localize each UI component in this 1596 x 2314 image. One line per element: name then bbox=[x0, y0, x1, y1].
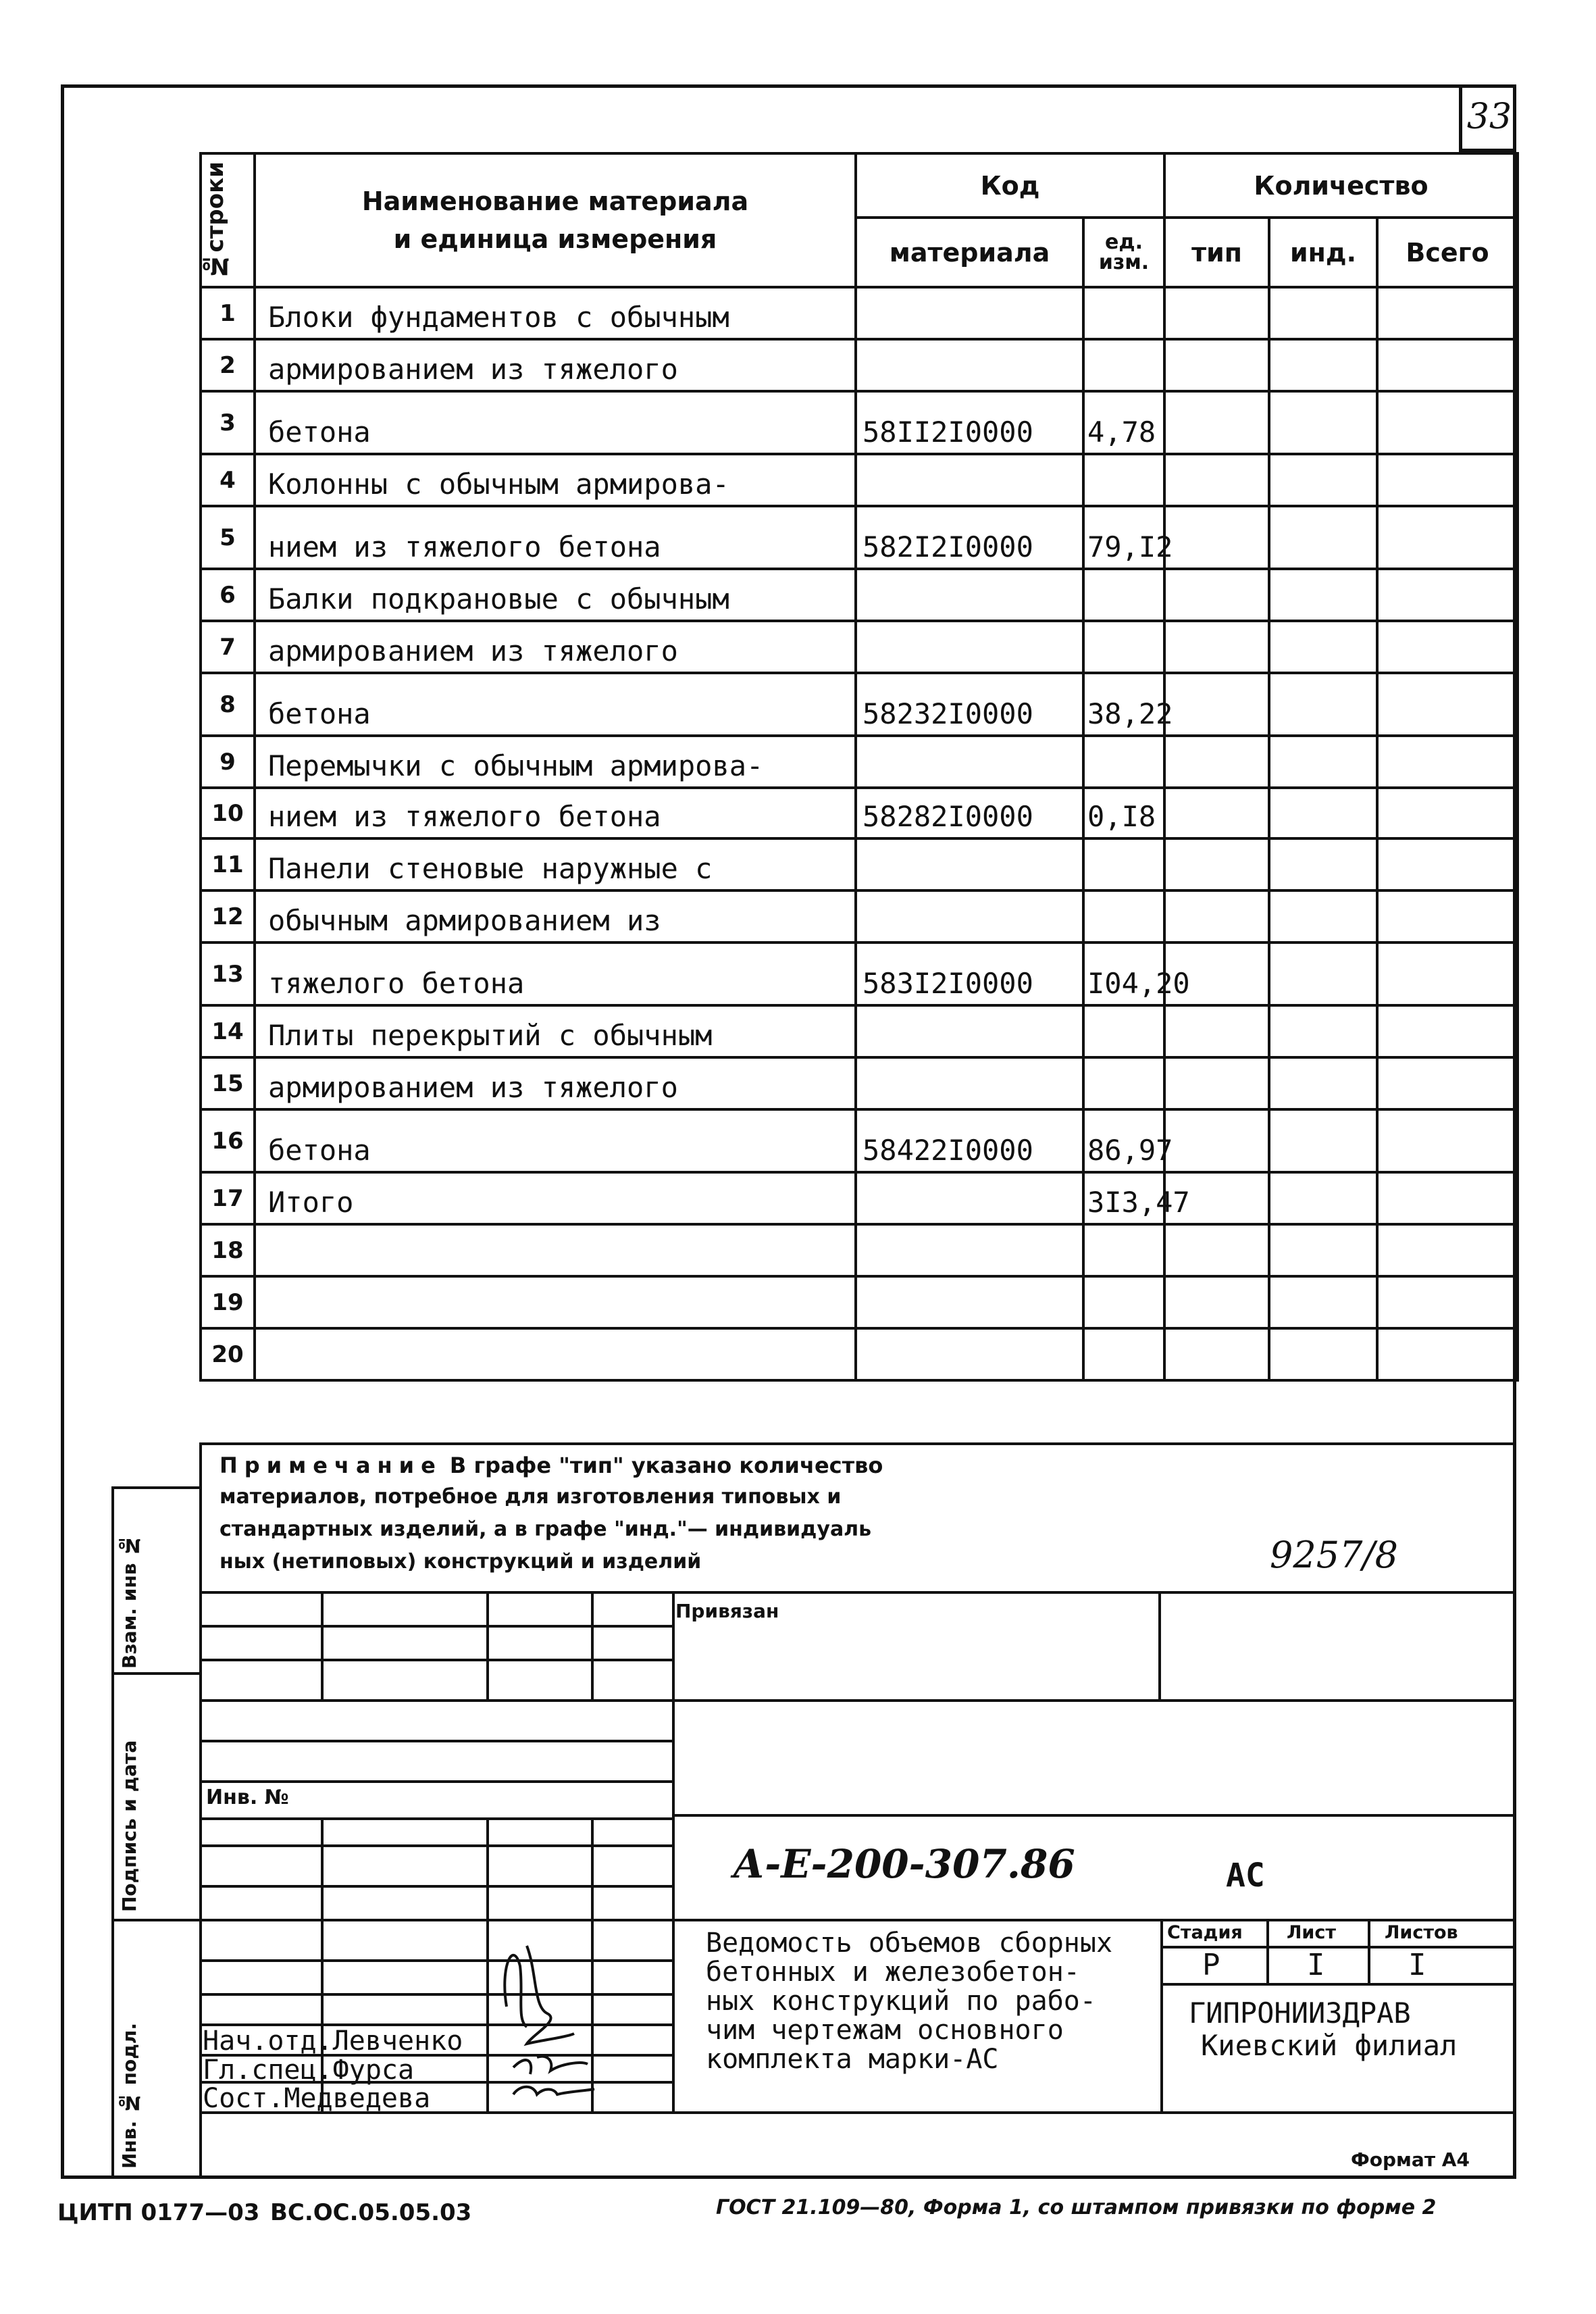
row-number: 4 bbox=[201, 454, 255, 506]
qty-type-cell bbox=[1164, 1276, 1269, 1328]
qty-ind-cell bbox=[1269, 736, 1377, 788]
row-number: 12 bbox=[201, 890, 255, 942]
material-name: армированием из тяжелого bbox=[255, 339, 856, 391]
note-line-3: стандартных изделий, а в графе "инд."— индивидуаль bbox=[220, 1517, 872, 1541]
qty-type-cell bbox=[1164, 506, 1269, 569]
qty-total-cell bbox=[1377, 942, 1518, 1005]
header-code-unit: ед. изм. bbox=[1083, 218, 1164, 287]
material-code bbox=[856, 454, 1083, 506]
material-code: 58282I0000 bbox=[856, 788, 1083, 838]
row-number: 5 bbox=[201, 506, 255, 569]
row-number: 9 bbox=[201, 736, 255, 788]
qty-total-cell bbox=[1377, 454, 1518, 506]
qty-total-cell bbox=[1377, 1224, 1518, 1276]
qty-total-cell bbox=[1377, 391, 1518, 454]
material-name bbox=[255, 1276, 856, 1328]
row-number: 16 bbox=[201, 1109, 255, 1172]
note-line-4: ных (нетиповых) конструкций и изделий bbox=[220, 1550, 702, 1574]
material-name: обычным армированием из bbox=[255, 890, 856, 942]
material-code: 58232I0000 bbox=[856, 673, 1083, 736]
qty-total-cell bbox=[1377, 287, 1518, 339]
material-name: тяжелого бетона bbox=[255, 942, 856, 1005]
qty-type-cell bbox=[1164, 1057, 1269, 1109]
qty-type-cell bbox=[1164, 621, 1269, 673]
material-quantity bbox=[1083, 621, 1164, 673]
qty-type-cell bbox=[1164, 287, 1269, 339]
footer-gost: ГОСТ 21.109—80, Форма 1, со штампом привязки по форме 2 bbox=[716, 2196, 1437, 2219]
qty-ind-cell bbox=[1269, 1109, 1377, 1172]
material-name: бетона bbox=[255, 391, 856, 454]
row-number: 20 bbox=[201, 1328, 255, 1380]
qty-total-cell bbox=[1377, 506, 1518, 569]
material-quantity bbox=[1083, 1005, 1164, 1057]
note-top-line bbox=[199, 1442, 1516, 1445]
table-row bbox=[201, 673, 1518, 736]
qty-ind-cell bbox=[1269, 942, 1377, 1005]
qty-type-cell bbox=[1164, 1328, 1269, 1380]
material-name: Плиты перекрытий с обычным bbox=[255, 1005, 856, 1057]
material-code bbox=[856, 1224, 1083, 1276]
org-name: ГИПРОНИИЗДРАВ bbox=[1189, 1996, 1411, 2030]
stage-value: Р bbox=[1202, 1948, 1220, 1982]
header-code-group: Код bbox=[856, 153, 1164, 218]
material-name: Балки подкрановые с обычным bbox=[255, 569, 856, 621]
row-number: 7 bbox=[201, 621, 255, 673]
header-qty-type: тип bbox=[1164, 218, 1269, 287]
qty-total-cell bbox=[1377, 1276, 1518, 1328]
table-row bbox=[201, 506, 1518, 569]
qty-total-cell bbox=[1377, 569, 1518, 621]
row-number: 6 bbox=[201, 569, 255, 621]
qty-ind-cell bbox=[1269, 1172, 1377, 1224]
materials-table bbox=[199, 152, 1519, 1382]
sheets-value: I bbox=[1408, 1948, 1426, 1982]
table-row bbox=[201, 1224, 1518, 1276]
material-quantity bbox=[1083, 890, 1164, 942]
table-row bbox=[201, 339, 1518, 391]
table-row bbox=[201, 1005, 1518, 1057]
qty-ind-cell bbox=[1269, 287, 1377, 339]
table-row bbox=[201, 788, 1518, 838]
material-name: Блоки фундаментов с обычным bbox=[255, 287, 856, 339]
row-number: 17 bbox=[201, 1172, 255, 1224]
qty-total-cell bbox=[1377, 1057, 1518, 1109]
sheets-label: Листов bbox=[1385, 1922, 1458, 1943]
row-number: 13 bbox=[201, 942, 255, 1005]
material-name: Перемычки с обычным армирова- bbox=[255, 736, 856, 788]
table-row bbox=[201, 1276, 1518, 1328]
material-name: бетона bbox=[255, 1109, 856, 1172]
table-row bbox=[201, 621, 1518, 673]
qty-type-cell bbox=[1164, 673, 1269, 736]
table-row bbox=[201, 391, 1518, 454]
table-row bbox=[201, 1328, 1518, 1380]
material-code: 582I2I0000 bbox=[856, 506, 1083, 569]
header-qty-group: Количество bbox=[1164, 153, 1518, 218]
qty-ind-cell bbox=[1269, 391, 1377, 454]
note-line-2: материалов, потребное для изготовления типовых и bbox=[220, 1485, 842, 1509]
material-name: армированием из тяжелого bbox=[255, 621, 856, 673]
qty-ind-cell bbox=[1269, 838, 1377, 890]
material-code bbox=[856, 1328, 1083, 1380]
qty-ind-cell bbox=[1269, 339, 1377, 391]
table-row bbox=[201, 569, 1518, 621]
qty-type-cell bbox=[1164, 788, 1269, 838]
qty-ind-cell bbox=[1269, 673, 1377, 736]
format-label: Формат А4 bbox=[1351, 2148, 1470, 2171]
material-quantity: 4,78 bbox=[1083, 391, 1164, 454]
material-code bbox=[856, 1172, 1083, 1224]
qty-type-cell bbox=[1164, 391, 1269, 454]
material-quantity bbox=[1083, 1328, 1164, 1380]
qty-ind-cell bbox=[1269, 1224, 1377, 1276]
header-name: Наименование материала и единица измерения bbox=[255, 153, 856, 287]
material-code bbox=[856, 287, 1083, 339]
table-row bbox=[201, 838, 1518, 890]
footer-left-1: ЦИТП 0177—03 bbox=[57, 2199, 260, 2226]
material-code bbox=[856, 838, 1083, 890]
material-code bbox=[856, 1057, 1083, 1109]
qty-ind-cell bbox=[1269, 621, 1377, 673]
qty-type-cell bbox=[1164, 838, 1269, 890]
material-name: Панели стеновые наружные с bbox=[255, 838, 856, 890]
archive-number: 9257/8 bbox=[1270, 1534, 1398, 1576]
material-quantity: 3I3,47 bbox=[1083, 1172, 1164, 1224]
side-label-vzam: Взам. инв № bbox=[118, 1534, 140, 1669]
material-name: Колонны с обычным армирова- bbox=[255, 454, 856, 506]
material-code: 58II2I0000 bbox=[856, 391, 1083, 454]
qty-total-cell bbox=[1377, 788, 1518, 838]
material-name: нием из тяжелого бетона bbox=[255, 506, 856, 569]
sheet-label: Лист bbox=[1287, 1922, 1336, 1943]
material-quantity bbox=[1083, 1057, 1164, 1109]
material-name bbox=[255, 1328, 856, 1380]
material-quantity bbox=[1083, 287, 1164, 339]
qty-ind-cell bbox=[1269, 454, 1377, 506]
signatures bbox=[486, 1926, 675, 2115]
material-quantity: I04,20 bbox=[1083, 942, 1164, 1005]
table-row bbox=[201, 1109, 1518, 1172]
material-quantity bbox=[1083, 736, 1164, 788]
table-row bbox=[201, 942, 1518, 1005]
header-row-no: №строки bbox=[201, 153, 255, 287]
material-name: армированием из тяжелого bbox=[255, 1057, 856, 1109]
header-qty-total: Всего bbox=[1377, 218, 1518, 287]
material-code: 58422I0000 bbox=[856, 1109, 1083, 1172]
row-number: 11 bbox=[201, 838, 255, 890]
material-code bbox=[856, 569, 1083, 621]
row-number: 2 bbox=[201, 339, 255, 391]
qty-ind-cell bbox=[1269, 1328, 1377, 1380]
document-mark: АС bbox=[1226, 1857, 1265, 1894]
material-code bbox=[856, 339, 1083, 391]
material-name bbox=[255, 1224, 856, 1276]
qty-total-cell bbox=[1377, 736, 1518, 788]
table-row bbox=[201, 890, 1518, 942]
qty-ind-cell bbox=[1269, 1057, 1377, 1109]
material-code bbox=[856, 621, 1083, 673]
material-code: 583I2I0000 bbox=[856, 942, 1083, 1005]
page-number: 33 bbox=[1459, 84, 1516, 152]
qty-ind-cell bbox=[1269, 788, 1377, 838]
material-name: Итого bbox=[255, 1172, 856, 1224]
qty-total-cell bbox=[1377, 1109, 1518, 1172]
row-number: 3 bbox=[201, 391, 255, 454]
row-number: 19 bbox=[201, 1276, 255, 1328]
qty-type-cell bbox=[1164, 1224, 1269, 1276]
qty-total-cell bbox=[1377, 1328, 1518, 1380]
table-row bbox=[201, 1057, 1518, 1109]
qty-total-cell bbox=[1377, 1005, 1518, 1057]
table-row bbox=[201, 1172, 1518, 1224]
document-code: А-Е-200-307.86 bbox=[733, 1841, 1075, 1887]
material-code bbox=[856, 736, 1083, 788]
qty-type-cell bbox=[1164, 1005, 1269, 1057]
material-quantity bbox=[1083, 838, 1164, 890]
material-quantity bbox=[1083, 1224, 1164, 1276]
side-strip-line bbox=[111, 1486, 114, 2179]
qty-type-cell bbox=[1164, 736, 1269, 788]
side-label-podp: Подпись и дата bbox=[118, 1740, 140, 1912]
footer-left-2: ВС.ОС.05.05.03 bbox=[270, 2199, 472, 2226]
qty-type-cell bbox=[1164, 1109, 1269, 1172]
row-number: 14 bbox=[201, 1005, 255, 1057]
note-line-1: Примечание В графе "тип" указано количество bbox=[220, 1453, 883, 1478]
header-qty-ind: инд. bbox=[1269, 218, 1377, 287]
side-label-inv: Инв. № подл. bbox=[118, 2023, 140, 2169]
material-quantity: 0,I8 bbox=[1083, 788, 1164, 838]
sheet-value: I bbox=[1307, 1948, 1325, 1982]
qty-ind-cell bbox=[1269, 569, 1377, 621]
qty-total-cell bbox=[1377, 1172, 1518, 1224]
person-row-1: Нач.отд.Левченко bbox=[203, 2026, 463, 2057]
material-quantity bbox=[1083, 1276, 1164, 1328]
table-row bbox=[201, 287, 1518, 339]
header-code-material: материала bbox=[856, 218, 1083, 287]
row-number: 15 bbox=[201, 1057, 255, 1109]
stage-label: Стадия bbox=[1167, 1922, 1243, 1943]
material-quantity: 38,22 bbox=[1083, 673, 1164, 736]
qty-total-cell bbox=[1377, 621, 1518, 673]
qty-type-cell bbox=[1164, 890, 1269, 942]
material-name: нием из тяжелого бетона bbox=[255, 788, 856, 838]
person-row-3: Сост.Медведева bbox=[203, 2083, 431, 2114]
qty-ind-cell bbox=[1269, 1276, 1377, 1328]
qty-total-cell bbox=[1377, 890, 1518, 942]
row-number: 8 bbox=[201, 673, 255, 736]
qty-ind-cell bbox=[1269, 1005, 1377, 1057]
material-quantity bbox=[1083, 569, 1164, 621]
material-quantity: 86,97 bbox=[1083, 1109, 1164, 1172]
qty-total-cell bbox=[1377, 339, 1518, 391]
material-code bbox=[856, 890, 1083, 942]
privyazan-label: Привязан bbox=[675, 1600, 779, 1622]
material-code bbox=[856, 1005, 1083, 1057]
row-number: 10 bbox=[201, 788, 255, 838]
table-row bbox=[201, 736, 1518, 788]
qty-total-cell bbox=[1377, 673, 1518, 736]
qty-ind-cell bbox=[1269, 506, 1377, 569]
material-quantity: 79,I2 bbox=[1083, 506, 1164, 569]
material-quantity bbox=[1083, 454, 1164, 506]
qty-type-cell bbox=[1164, 339, 1269, 391]
person-row-2: Гл.спец.Фурса bbox=[203, 2055, 415, 2086]
document-title: Ведомость объемов сборных бетонных и железобетон- ных конструкций по рабо- чим чертежам основного комплекта марки-АС bbox=[706, 1928, 1113, 2075]
row-number: 1 bbox=[201, 287, 255, 339]
qty-type-cell bbox=[1164, 569, 1269, 621]
material-quantity bbox=[1083, 339, 1164, 391]
row-number: 18 bbox=[201, 1224, 255, 1276]
table-row bbox=[201, 454, 1518, 506]
material-name: бетона bbox=[255, 673, 856, 736]
org-branch: Киевский филиал bbox=[1201, 2029, 1458, 2062]
inv-no-label: Инв. № bbox=[206, 1786, 289, 1809]
qty-type-cell bbox=[1164, 454, 1269, 506]
qty-total-cell bbox=[1377, 838, 1518, 890]
material-code bbox=[856, 1276, 1083, 1328]
qty-ind-cell bbox=[1269, 890, 1377, 942]
